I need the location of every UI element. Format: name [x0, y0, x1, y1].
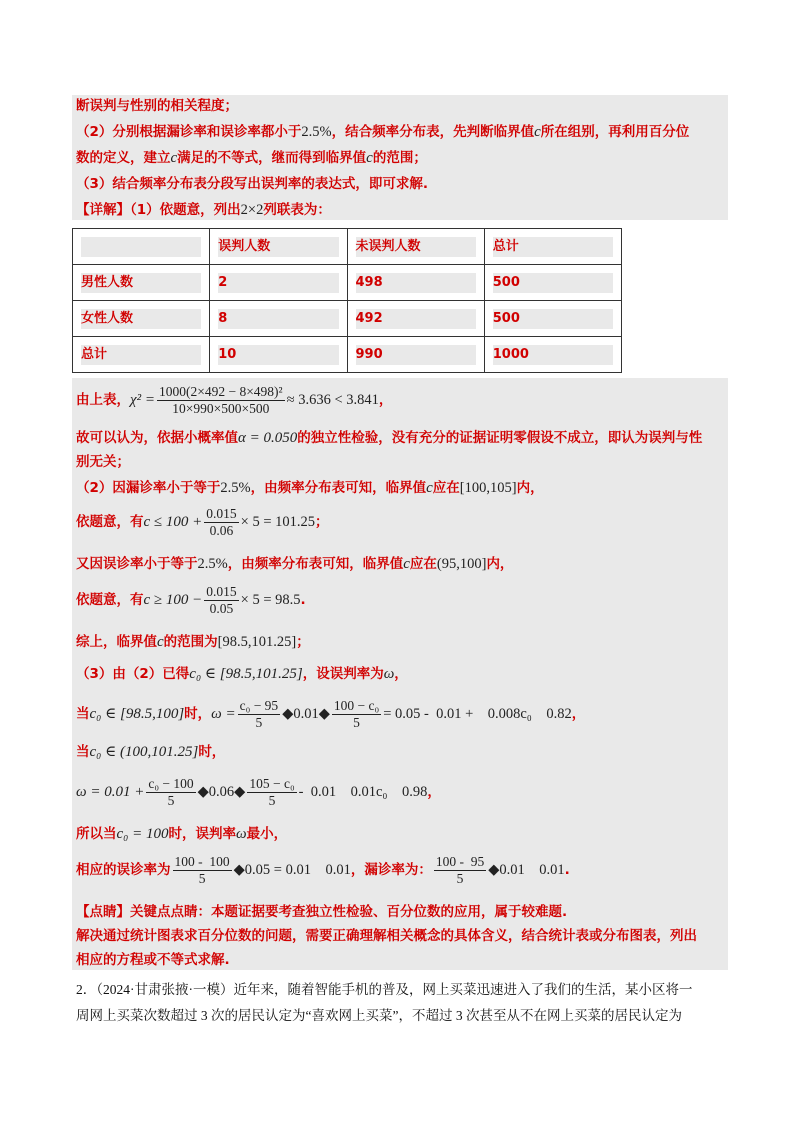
table-cell: 2	[210, 265, 347, 301]
solution-part2-lower-bound: 依题意，有c ≥ 100 − $\frac{0.015}{0.05}$ × 5 = 98.5.	[76, 583, 306, 616]
solution-part2-range: 综上，临界值c的范围为[98.5,101.25]；	[76, 634, 310, 650]
fraction: $\frac{\text{105 − c₀}}{5}$	[249, 775, 295, 808]
table-row	[73, 337, 622, 373]
comment-line-1: 【点睛】关键点点睛：本题证据要考查独立性检验、百分位数的应用，属于较难题.	[76, 904, 568, 920]
next-problem-line-1: 2．（2024·甘肃张掖·一模）近年来，随着智能手机的普及，网上买菜迅速进入了我们的生活，某小区将一	[76, 982, 693, 997]
table-cell: 492	[347, 301, 484, 337]
table-cell: 男性人数	[73, 265, 210, 301]
table-cell: 500	[484, 265, 621, 301]
comment-line-3: 相应的方程或不等式求解.	[76, 952, 230, 968]
table-header-cell	[73, 229, 210, 265]
solution-part3-rates: 相应的误诊率为 $\frac{100 - 100}{5}$ ◆0.05 = 0.01 0.01，漏诊率为： $\frac{100 - 95}{5}$ ◆0.01 0.01.	[76, 853, 570, 886]
solution-part2-line1: （2）因漏诊率小于等于2.5%，由频率分布表可知，临界值c应在[100,105]内，	[76, 480, 544, 496]
solution-conclusion-2: 别无关；	[76, 454, 130, 470]
fraction: $\frac{100 - 95}{5}$	[435, 853, 485, 886]
next-problem-line-2: 周网上买菜次数超过 3 次的居民认定为“喜欢网上买菜”，不超过 3 次甚至从不在网上买菜的居民认定为	[76, 1008, 682, 1023]
contingency-table	[72, 228, 622, 373]
fraction: $\frac{\text{c₀ − 100}}{5}$	[148, 775, 194, 808]
fraction: $\frac{\text{c₀ − 95}}{5}$	[239, 697, 279, 730]
fraction: $\frac{\text{100 − c₀}}{5}$	[333, 697, 380, 730]
table-cell: 8	[210, 301, 347, 337]
solution-part2-line3: 又因误诊率小于等于2.5%，由频率分布表可知，临界值c应在(95,100]内，	[76, 556, 514, 572]
table-header-cell: 未误判人数	[347, 229, 484, 265]
analysis-line-5: 【详解】（1）依题意，列出2×2列联表为：	[76, 202, 331, 218]
table-cell: 500	[484, 301, 621, 337]
solution-part2-upper-bound: 依题意，有c ≤ 100 + $\frac{0.015}{0.06}$ × 5 = 101.25；	[76, 505, 329, 538]
table-cell: 1000	[484, 337, 621, 373]
solution-part3-line1: （3）由（2）已得c₀ ∈ [98.5,101.25]，设误判率为ω，	[76, 666, 408, 682]
analysis-line-4: （3）结合频率分布表分段写出误判率的表达式，即可求解.	[76, 176, 429, 192]
solution-conclusion-1: 故可以认为，依据小概率值α = 0.050的独立性检验，没有充分的证据证明零假设不成立，即认为误判与性	[76, 430, 703, 446]
table-cell: 990	[347, 337, 484, 373]
table-row	[73, 265, 622, 301]
comment-line-2: 解决通过统计图表求百分位数的问题，需要正确理解相关概念的具体含义，结合统计表或分布图表，列出	[76, 928, 697, 944]
fraction: $\frac{0.015}{0.06}$	[206, 505, 237, 538]
analysis-line-3: 数的定义，建立c满足的不等式，继而得到临界值c的范围；	[76, 150, 427, 166]
solution-part3-case2: 当c₀ ∈ (100,101.25]时，	[76, 744, 226, 760]
solution-part3-case2-expr: ω = 0.01 + $\frac{\text{c₀ − 100}}{5}$ ◆0.06◆ $\frac{\text{105 − c₀}}{5}$ - 0.01 0.01c₀ 0.98，	[76, 775, 441, 808]
chi-square-fraction: $\frac{\text{1000(2×492 − 8×498)²}}{10\times 990\times 500\times 500}$	[158, 383, 283, 416]
analysis-line-1: 断误判与性别的相关程度；	[76, 98, 238, 114]
solution-chi-square: 由上表，χ² = $\frac{\text{1000(2×492 − 8×498)²}}{10\times 990\times 500\times 500}$ ≈ 3.636 < 3.841，	[76, 383, 393, 416]
table-header-cell: 总计	[484, 229, 621, 265]
fraction: $\frac{0.015}{0.05}$	[206, 583, 237, 616]
table-cell: 女性人数	[73, 301, 210, 337]
table-cell: 总计	[73, 337, 210, 373]
table-header-row	[73, 229, 622, 265]
fraction: $\frac{100 - 100}{5}$	[174, 853, 230, 886]
solution-part3-case1: 当c₀ ∈ [98.5,100]时，ω = $\frac{\text{c₀ − 95}}{5}$ ◆0.01◆ $\frac{\text{100 − c₀}}{5}$ = 0.05 - 0.01 + 0.008c₀ 0.82，	[76, 697, 586, 730]
solution-part3-minimum: 所以当c₀ = 100时，误判率ω最小，	[76, 826, 288, 842]
table-cell: 10	[210, 337, 347, 373]
table-row	[73, 301, 622, 337]
table-header-cell: 误判人数	[210, 229, 347, 265]
table-cell: 498	[347, 265, 484, 301]
analysis-line-2: （2）分别根据漏诊率和误诊率都小于2.5%，结合频率分布表，先判断临界值c所在组别，再利用百分位	[76, 124, 690, 140]
